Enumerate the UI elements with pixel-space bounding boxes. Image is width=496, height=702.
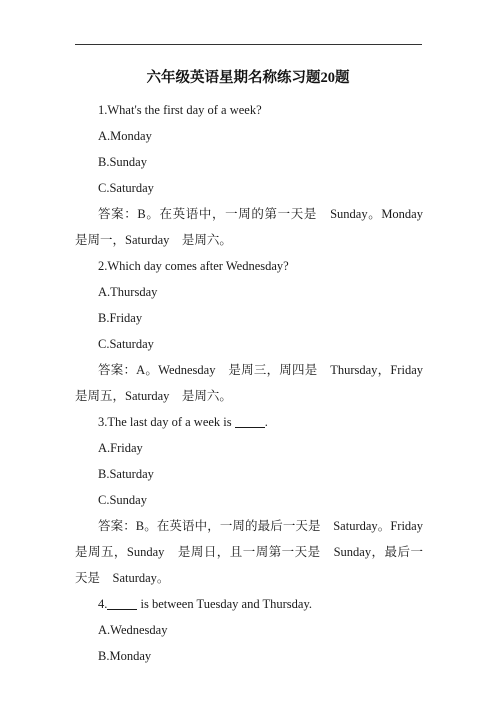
option-a: A.Thursday [98,285,158,299]
option-a: A.Wednesday [98,623,168,637]
option-b: B.Monday [98,649,152,663]
question-stem-before: 4. [98,597,108,611]
option-a: A.Monday [98,129,152,143]
answer-explanation: 答案：B。在英语中，一周的第一天是 Sunday。Monday 是周一，Saturday 是周六。 [75,207,436,247]
option-b: B.Sunday [98,155,147,169]
question-stem-before: 3.The last day of a week is [98,415,235,429]
option-c: C.Sunday [98,493,147,507]
question-stem: 1.What's the first day of a week? [98,103,262,117]
option-b: B.Friday [98,311,143,325]
fill-blank [107,597,137,610]
question-list [75,97,436,669]
answer-explanation: 答案：A。Wednesday 是周三，周四是 Thursday，Friday 是周五，Saturday 是周六。 [75,363,436,403]
question-stem [75,409,423,435]
option-c: C.Saturday [98,337,154,351]
question-stem [75,591,423,617]
header-rule [75,44,422,45]
document-title: 六年级英语星期名称练习题20题 [146,70,350,86]
option-b: B.Saturday [98,467,154,481]
question-stem-after: is between Tuesday and Thursday. [137,597,313,611]
fill-blank [235,415,265,428]
option-a: A.Friday [98,441,143,455]
option-c: C.Saturday [98,181,154,195]
question-stem-after: . [264,415,268,429]
answer-explanation: 答案：B。在英语中，一周的最后一天是 Saturday。Friday 是周五，Sunday 是周日，且一周第一天是 Sunday，最后一天是 Saturday。 [75,519,436,585]
question-stem: 2.Which day comes after Wednesday? [98,259,289,273]
